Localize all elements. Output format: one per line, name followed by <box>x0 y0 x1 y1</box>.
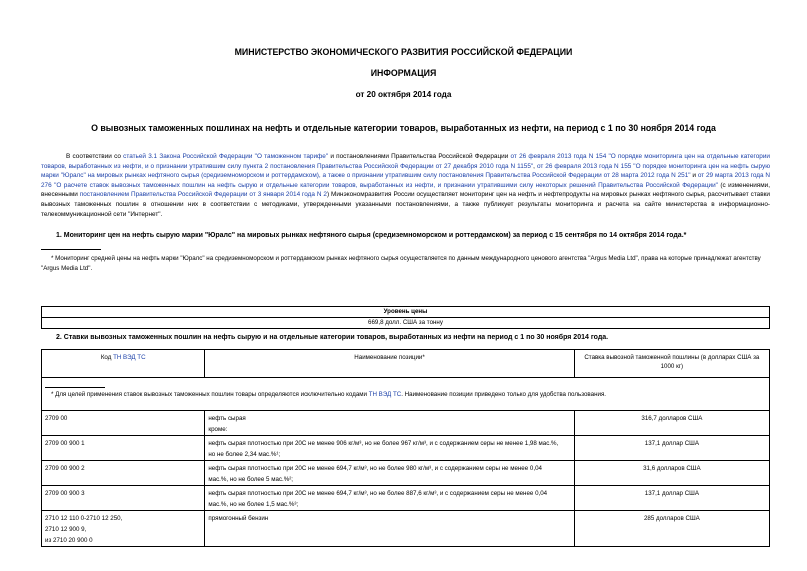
cell-name-line: мас.%, но не более 1,5 мас.%³; <box>208 501 299 508</box>
table-row <box>42 411 770 436</box>
doc-date: от 20 октября 2014 года <box>355 90 452 99</box>
cell-name-line: мас.%, но не более 5 мас.%²; <box>208 476 293 483</box>
table-row <box>42 486 770 511</box>
cell-name-line: нефть сырая плотностью при 20С не менее 694,7 кг/м³, но не более 887,6 кг/м³, и с содержанием серы не менее 0,04 <box>208 490 548 497</box>
footnote-text: * Мониторинг средней цены на нефть марки "Юралс" на средиземноморском и роттердамском рынках нефтяного сырья осуществляется по данным международного ценового агентства "Argus Media Ltd", права на которые принадлежат агентству "Argus Media Ltd". <box>41 255 761 272</box>
note-suffix: . Наименование позиции приведено только для удобства пользования. <box>401 391 607 398</box>
table-row <box>42 436 770 461</box>
price-value: 669,8 долл. США за тонну <box>42 318 770 329</box>
price-table <box>41 306 770 329</box>
table-note-row <box>42 378 770 411</box>
header-name: Наименование позиции* <box>205 350 574 378</box>
note-divider <box>45 387 105 388</box>
intro-text: (с изменениями, внесенными <box>41 181 770 199</box>
decree-155-link[interactable]: от 26 февраля 2013 года N 155 "О порядке мониторинга цен на нефть сырую марки "Юралс" на мировых рынках нефтяного сырья (средиземноморском и роттердамском), а также о признании утратившим силу постановления Правительства Российской Федерации от 28 марта 2012 года N 251" <box>41 162 770 180</box>
note-text <box>45 391 766 398</box>
cell-name-line: нефть сырая <box>208 415 246 422</box>
cell-rate: 137,1 доллар США <box>574 436 769 461</box>
section-1-footnote <box>41 254 770 273</box>
cell-name <box>205 461 574 486</box>
intro-text: и <box>690 172 698 180</box>
cell-name-line: но не более 2,34 мас.%¹; <box>208 451 281 458</box>
cell-code-line: 2710 12 110 0-2710 12 250, <box>45 515 123 522</box>
cell-name <box>205 511 574 547</box>
decree-154-link[interactable]: от 26 февраля 2013 года N 154 "О порядке мониторинга цен на отдельные категории товаров, выработанных из нефти, и о признании утратившим силу пункта 2 постановления Правительства Российской Федерации от 27 декабря 2010 года N 1155" <box>41 153 770 170</box>
price-header: Уровень цены <box>42 307 770 318</box>
table-header-row <box>42 350 770 378</box>
intro-text: и постановлениями Правительства Российской Федерации <box>328 153 511 160</box>
doc-subject: О вывозных таможенных пошлинах на нефть и отдельные категории товаров, выработанных из нефти, на период с 1 по 30 ноября 2014 года <box>91 123 716 133</box>
footnote-divider <box>41 249 101 250</box>
cell-code-line: из 2710 20 900 0 <box>45 537 93 544</box>
decree-276-link[interactable]: от 29 марта 2013 года N 276 "О расчете ставок вывозных таможенных пошлин на нефть сырую и отдельные категории товаров, выработанных из нефти, и признании утратившими силу некоторых решений Правительства Российской Федерации" <box>41 172 770 189</box>
cell-name <box>205 486 574 511</box>
cell-code-line: 2710 12 900 9, <box>45 526 87 533</box>
cell-rate: 137,1 доллар США <box>574 486 769 511</box>
section-1-title: 1. Мониторинг цен на нефть сырую марки "Юралс" на мировых рынках нефтяного сырья (средиземноморском и роттердамском) за период с 15 сентября по 14 октября 2014 года.* <box>56 232 687 239</box>
tnved-link[interactable]: ТН ВЭД ТС <box>113 354 146 361</box>
intro-paragraph <box>41 152 770 219</box>
header-rate: Ставка вывозной таможенной пошлины (в долларах США за 1000 кг) <box>574 350 769 378</box>
duty-rates-table <box>41 349 770 547</box>
intro-text: ) Минэкономразвития России осуществляет мониторинг цен на нефть и нефтепродукты на мировых рынках нефтяного сырья, рассчитывает ставки вывозных таможенных пошлин в отношении них в соответствии с методиками, утвержденными указанными постановлениями, а также публикует результаты мониторинга и расчета на сайте министерства в информационно-телекоммуникационной сети "Интернет". <box>41 191 770 218</box>
cell-name-line: кроме: <box>208 426 228 433</box>
header-code-prefix: Код <box>100 354 114 361</box>
table-row <box>42 511 770 547</box>
section-2-title: 2. Ставки вывозных таможенных пошлин на нефть сырую и на отдельные категории товаров, выработанных из нефти на период с 1 по 30 ноября 2014 года. <box>56 334 609 341</box>
intro-text: , <box>533 162 537 170</box>
cell-rate: 316,7 долларов США <box>574 411 769 436</box>
intro-text: В соответствии со <box>66 153 124 160</box>
cell-rate: 31,6 долларов США <box>574 461 769 486</box>
cell-code: 2709 00 900 2 <box>42 461 205 486</box>
cell-name-line: нефть сырая плотностью при 20С не менее 906 кг/м³, но не более 967 кг/м³, и с содержанием серы не менее 1,98 мас.%, <box>208 440 559 447</box>
table-row <box>42 461 770 486</box>
ministry-title: МИНИСТЕРСТВО ЭКОНОМИЧЕСКОГО РАЗВИТИЯ РОССИЙСКОЙ ФЕДЕРАЦИИ <box>234 47 573 57</box>
doc-type-title: ИНФОРМАЦИЯ <box>370 68 437 78</box>
cell-name <box>205 436 574 461</box>
header-code <box>42 350 205 378</box>
note-tnved-link[interactable]: ТН ВЭД ТС <box>368 391 402 398</box>
cell-code: 2709 00 900 3 <box>42 486 205 511</box>
cell-name <box>205 411 574 436</box>
law-link[interactable]: статьей 3.1 Закона Российской Федерации "О таможенном тарифе" <box>123 153 329 160</box>
cell-rate: 285 долларов США <box>574 511 769 547</box>
table-note <box>42 378 770 411</box>
decree-2-link[interactable]: постановлением Правительства Российской Федерации от 3 января 2014 года N 2 <box>79 191 327 199</box>
cell-code <box>42 511 205 547</box>
cell-code: 2709 00 900 1 <box>42 436 205 461</box>
cell-code: 2709 00 <box>42 411 205 436</box>
note-prefix: * Для целей применения ставок вывозных таможенных пошлин товары определяются исключительно кодами <box>51 391 369 398</box>
cell-name-line: прямогонный бензин <box>208 515 269 522</box>
cell-name-line: нефть сырая плотностью при 20С не менее 694,7 кг/м³, но не более 980 кг/м³, и с содержанием серы не менее 0,04 <box>208 465 542 472</box>
